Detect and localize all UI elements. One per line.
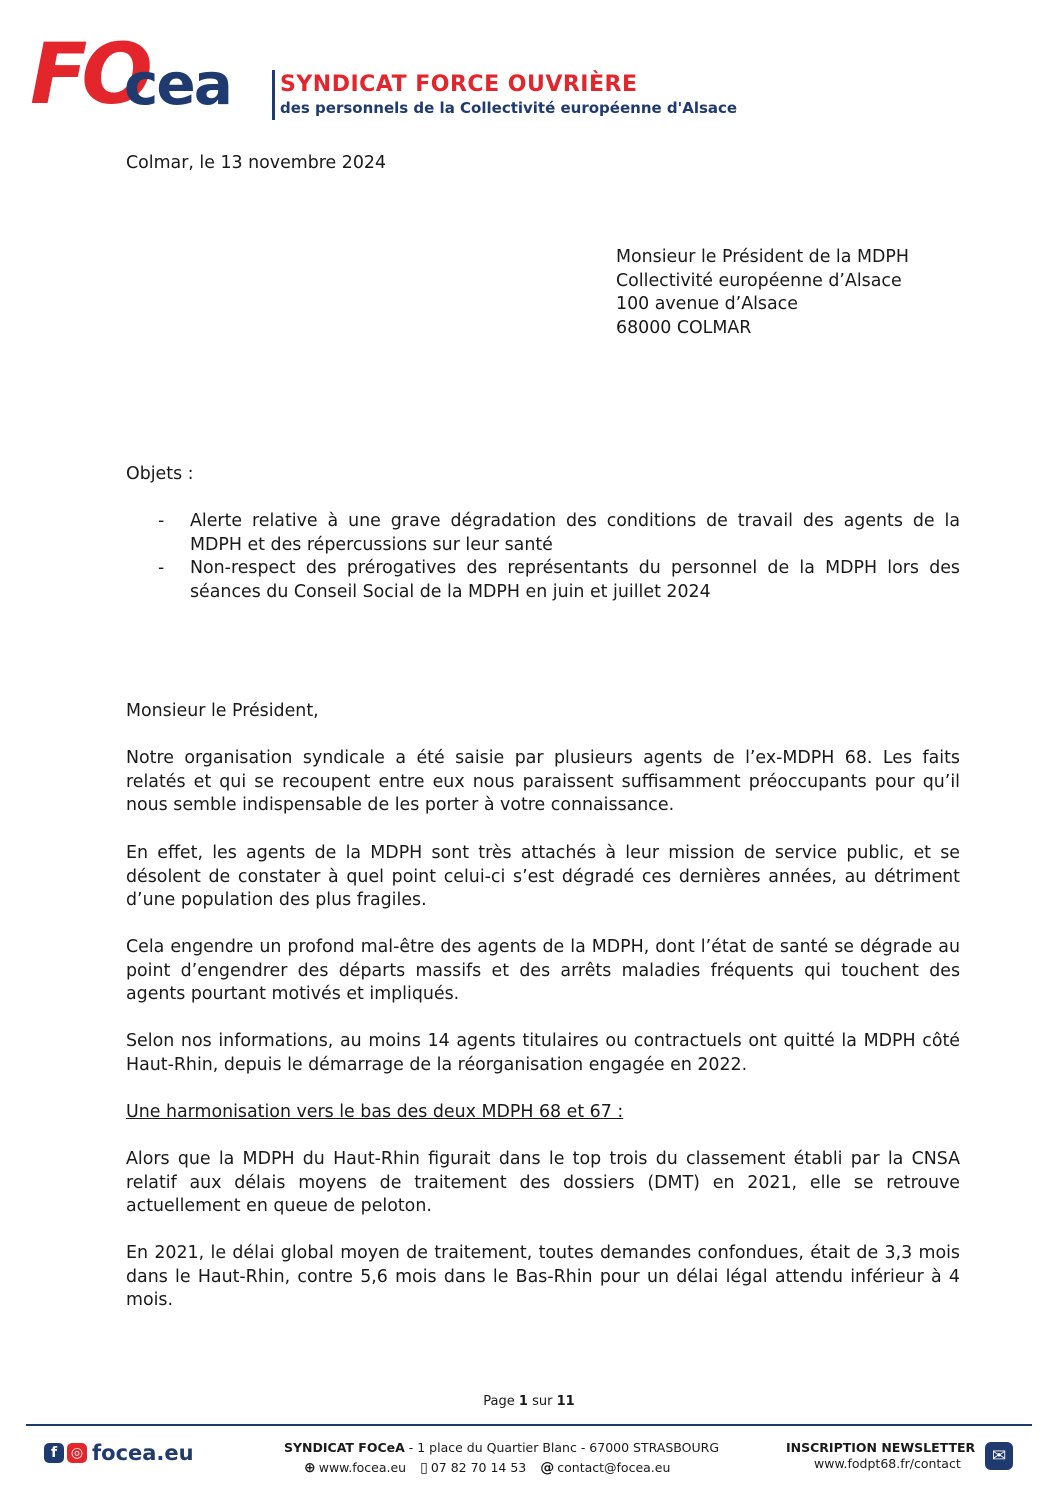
focea-logo: [28, 25, 268, 124]
footer-phone-text: 07 82 70 14 53: [430, 1460, 527, 1475]
body-paragraph: Notre organisation syndicale a été saisie par plusieurs agents de l’ex-MDPH 68. Les faits relatés et qui se recoupent entre eux nous paraissent suffisamment préoccupants pour qu’il nous semble indispensable de les porter à votre connaissance.: [126, 748, 960, 815]
list-item: [126, 510, 960, 557]
footer-phone[interactable]: [420, 1460, 526, 1476]
footer-web[interactable]: [304, 1460, 406, 1476]
footer-email[interactable]: [540, 1460, 670, 1476]
globe-icon: ⊕: [304, 1460, 316, 1476]
recipient-line: 68000 COLMAR: [616, 317, 752, 338]
footer-social: [44, 1440, 194, 1466]
objets-list: [126, 510, 960, 604]
at-icon: @: [540, 1460, 555, 1476]
body-paragraph: Selon nos informations, au moins 14 agents titulaires ou contractuels ont quitté la MDPH côté Haut-Rhin, depuis le démarrage de la réorganisation engagée en 2022.: [126, 1031, 960, 1075]
footer-address: [284, 1440, 734, 1455]
page-current: 1: [518, 1394, 528, 1409]
objet-text: Non-respect des prérogatives des représentants du personnel de la MDPH lors des séances du Conseil Social de la MDPH en juin et juillet 2024: [190, 558, 960, 602]
footer-contact: [284, 1440, 734, 1476]
salutation: Monsieur le Président,: [126, 701, 319, 721]
body-paragraph: Cela engendre un profond mal-être des agents de la MDPH, dont l’état de santé se dégrade au point d’engendrer des départs massifs et des arrêts maladies fréquents qui touchent des agents pourtant motivés et impliqués.: [126, 937, 960, 1004]
newsletter-title: INSCRIPTION NEWSLETTER: [786, 1440, 976, 1455]
logo-fo-text: FO: [30, 25, 147, 123]
footer-org: SYNDICAT FOCeA: [284, 1440, 405, 1455]
page-number: [0, 1394, 1058, 1409]
objet-text: Alerte relative à une grave dégradation des conditions de travail des agents de la MDPH et des répercussions sur leur santé: [190, 511, 960, 555]
recipient-address: [616, 246, 976, 340]
syndicat-title: SYNDICAT FORCE OUVRIÈRE: [280, 72, 638, 97]
objets-label: Objets :: [126, 464, 194, 484]
instagram-icon[interactable]: ◎: [67, 1443, 87, 1463]
focea-site-link[interactable]: focea.eu: [92, 1441, 194, 1465]
footer-newsletter: [786, 1440, 1026, 1474]
letter-date: Colmar, le 13 novembre 2024: [126, 153, 387, 173]
list-dash: -: [158, 511, 165, 531]
page-label: Page: [483, 1394, 515, 1409]
list-item: [126, 557, 960, 604]
footer-email-text: contact@focea.eu: [557, 1460, 671, 1475]
page-total: 11: [556, 1394, 575, 1409]
facebook-icon[interactable]: f: [44, 1443, 64, 1463]
list-dash: -: [158, 558, 165, 578]
section-heading: Une harmonisation vers le bas des deux MDPH 68 et 67 :: [126, 1102, 624, 1122]
footer-contact-row: [284, 1460, 734, 1476]
footer-web-text: www.focea.eu: [318, 1460, 407, 1475]
recipient-line: 100 avenue d’Alsace: [616, 294, 798, 314]
mail-icon[interactable]: ✉: [985, 1442, 1013, 1470]
letterhead: [28, 25, 788, 124]
body-paragraph: Alors que la MDPH du Haut-Rhin figurait dans le top trois du classement établi par la CNSA relatif aux délais moyens de traitement des dossiers (DMT) en 2021, elle se retrouve actuellement en queue de peloton.: [126, 1149, 960, 1216]
phone-icon: ▯: [420, 1460, 428, 1476]
page-of-label: sur: [532, 1394, 553, 1409]
recipient-line: Monsieur le Président de la MDPH: [616, 247, 909, 267]
newsletter-link[interactable]: www.fodpt68.fr/contact: [814, 1456, 961, 1471]
recipient-line: Collectivité européenne d’Alsace: [616, 270, 902, 291]
body-paragraph: En effet, les agents de la MDPH sont très attachés à leur mission de service public, et se désolent de constater à quel point celui-ci s’est dégradé ces dernières années, au détriment d’une population des plus fragiles.: [126, 843, 960, 910]
header-divider: [272, 70, 275, 120]
footer-divider: [26, 1424, 1032, 1426]
syndicat-subtitle: des personnels de la Collectivité européenne d'Alsace: [280, 99, 738, 117]
body-paragraph: En 2021, le délai global moyen de traitement, toutes demandes confondues, était de 3,3 mois dans le Haut-Rhin, contre 5,6 mois dans le Bas-Rhin pour un délai légal attendu inférieur à 4 mois.: [126, 1243, 960, 1310]
logo-cea-text: cea: [124, 50, 231, 118]
footer-address-text: - 1 place du Quartier Blanc - 67000 STRASBOURG: [404, 1440, 719, 1455]
